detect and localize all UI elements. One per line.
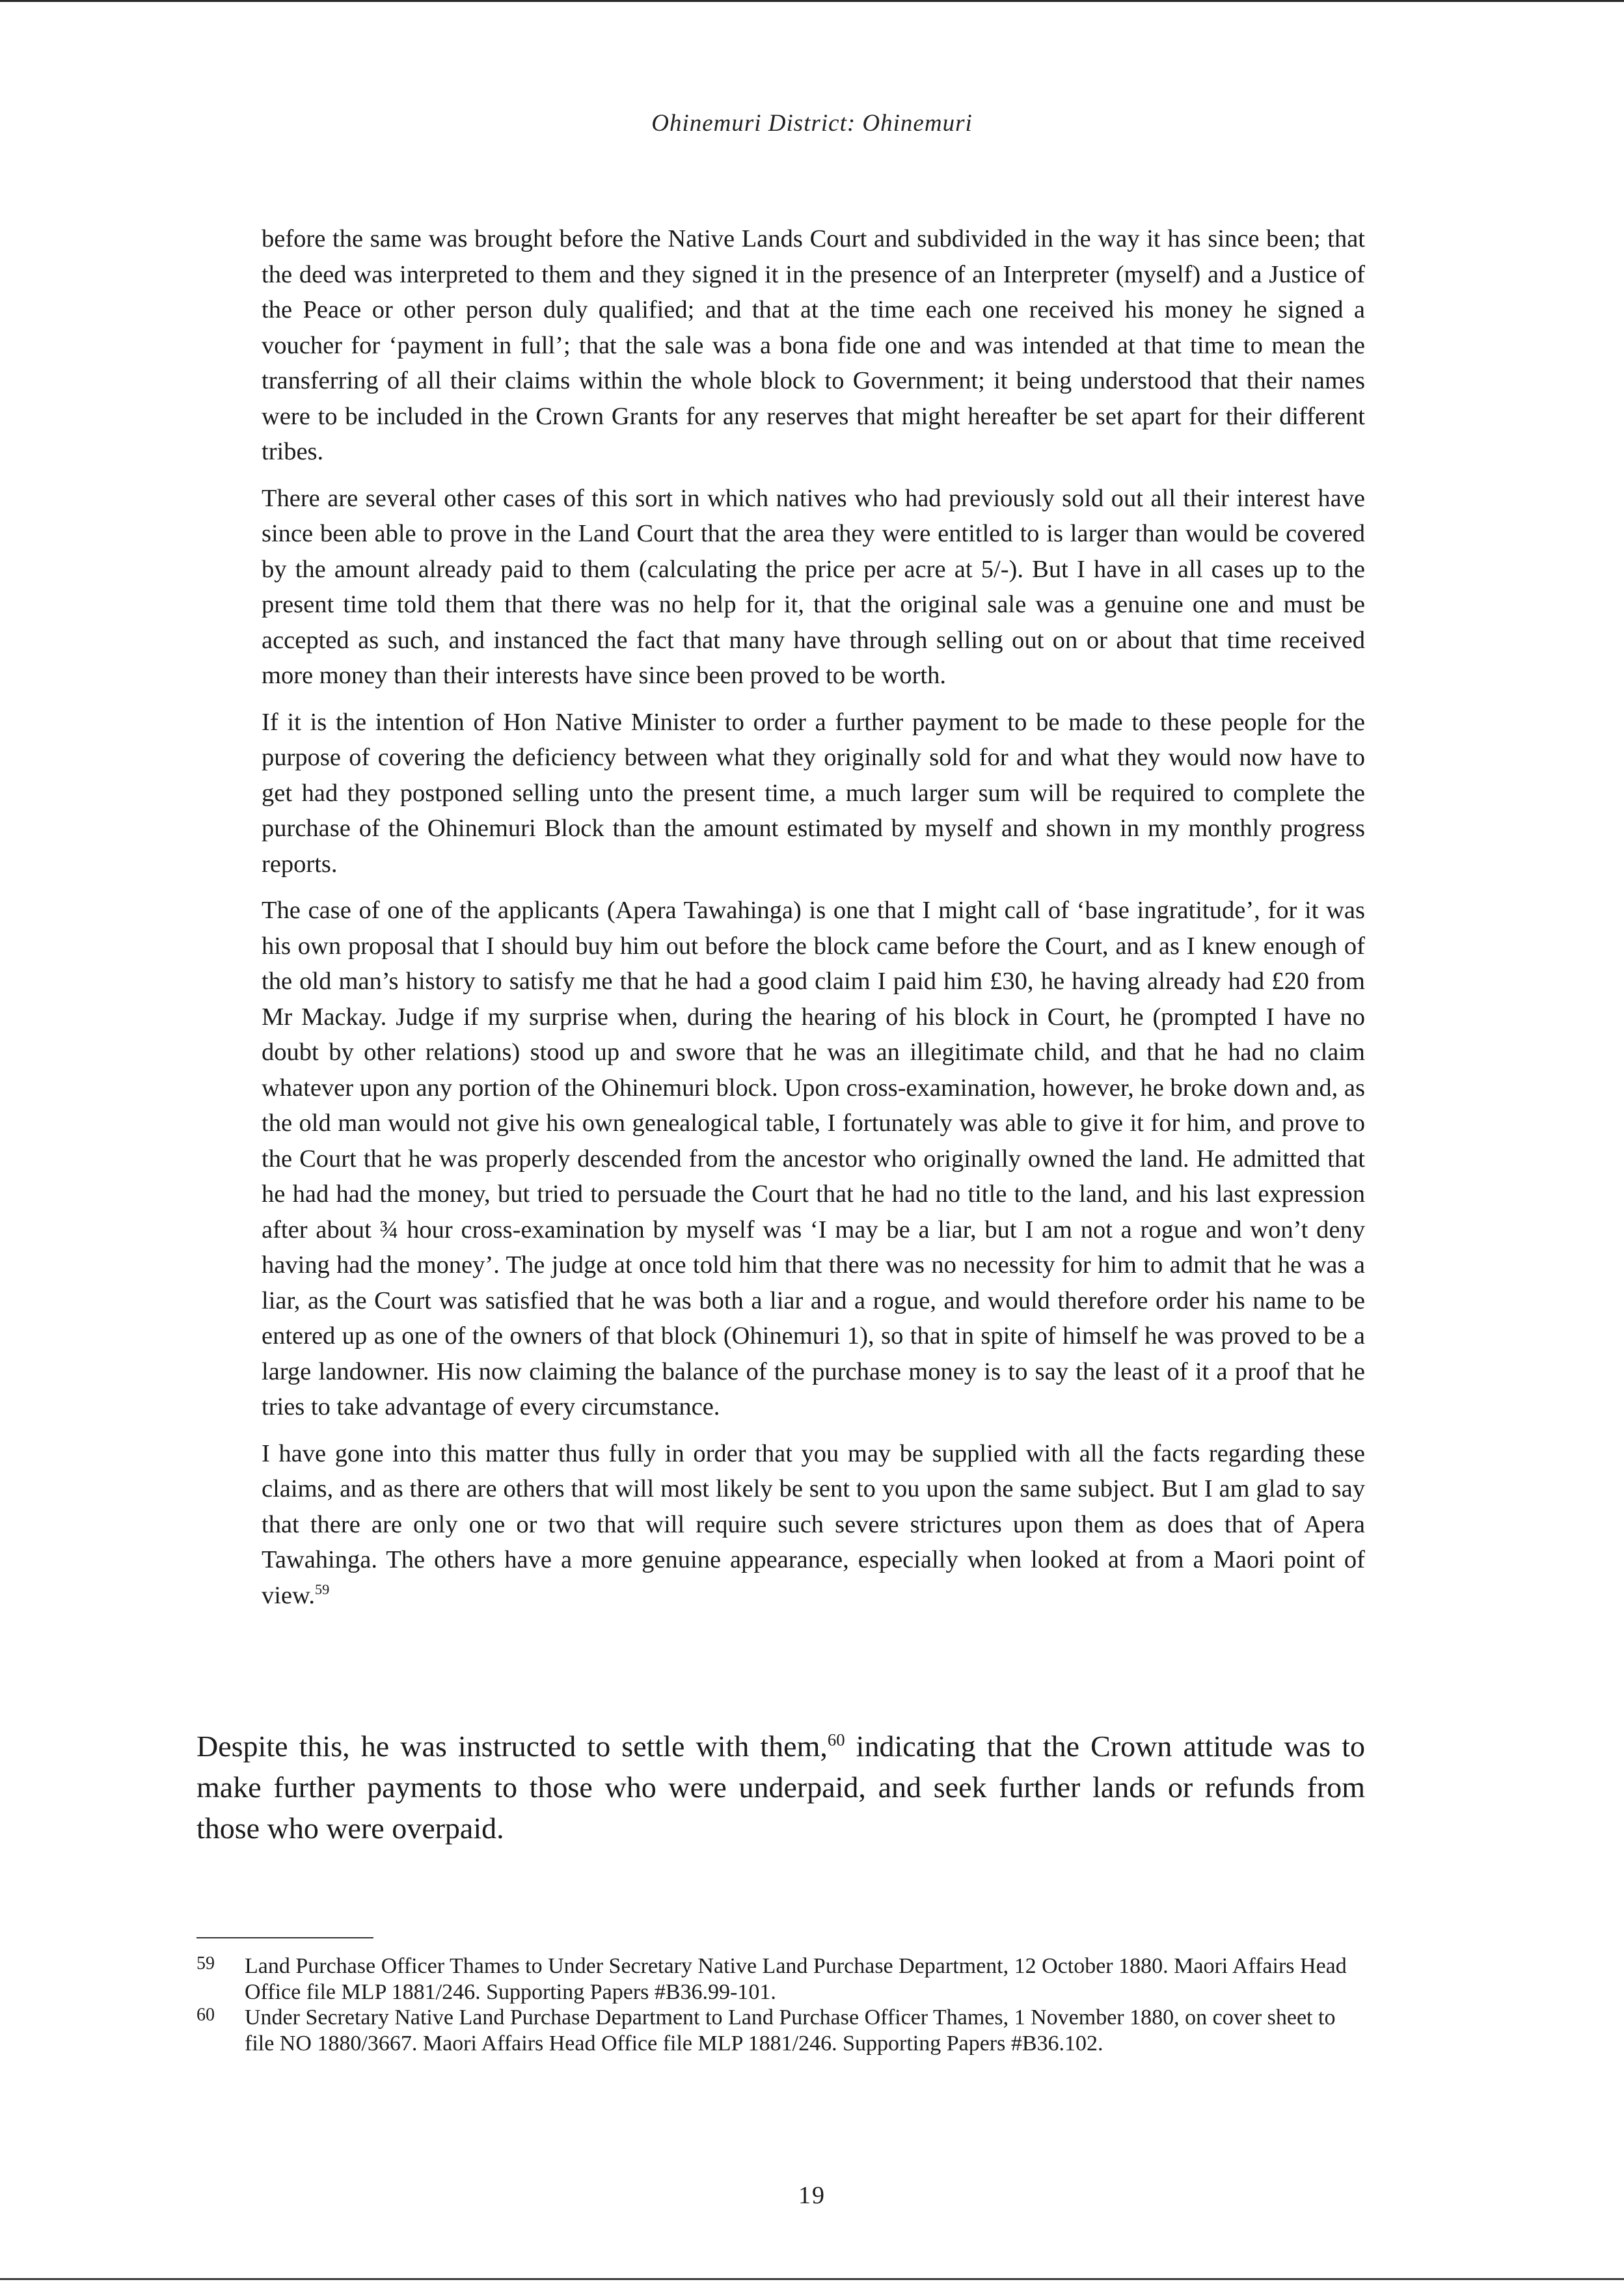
- footnote-59: [196, 1953, 1365, 2005]
- quote-text: I have gone into this matter thus fully in order that you may be supplied with all the facts regarding these claims, and as there are others that will most likely be sent to you upon the same subject. But I am glad to say that there are only one or two that will require such severe strictures upon them as does that of Apera Tawahinga. The others have a more genuine appearance, especially when looked at from a Maori point of view.: [262, 1439, 1365, 1609]
- footnote-ref-60[interactable]: 60: [827, 1730, 845, 1750]
- footnote-number: 60: [196, 2005, 215, 2025]
- quote-paragraph: There are several other cases of this sort in which natives who had previously sold out all their interest have since been able to prove in the Land Court that the area they were entitled to is larger than would be covered by the amount already paid to them (calculating the price per acre at 5/-). But I have in all cases up to the present time told them that there was no help for it, that the original sale was a genuine one and must be accepted as such, and instanced the fact that many have through selling out on or about that time received more money than their interests have since been proved to be worth.: [262, 484, 1365, 689]
- footnote-60: [196, 2005, 1365, 2056]
- page-number: 19: [798, 2182, 826, 2209]
- body-text-start: Despite this, he was instructed to settle with them,: [196, 1730, 828, 1763]
- footnote-number: 59: [196, 1953, 215, 1974]
- block-quote: [262, 221, 1365, 1624]
- quote-paragraph-last: [262, 1436, 1365, 1614]
- top-rule: [0, 0, 1624, 2]
- running-head: Ohinemuri District: Ohinemuri: [651, 110, 973, 137]
- quote-paragraph: If it is the intention of Hon Native Minister to order a further payment to be made to these people for the purpose of covering the deficiency between what they originally sold for and what they would now have to get had they postponed selling unto the present time, a much larger sum will be required to complete the purchase of the Ohinemuri Block than the amount estimated by myself and shown in my monthly progress reports.: [262, 708, 1365, 878]
- footnote-separator: [196, 1937, 373, 1938]
- body-text-end: indicating that the Crown attitude was to make further payments to those who were underpaid, and seek further lands or refunds from those who were overpaid.: [196, 1730, 1365, 1845]
- footnotes: [196, 1953, 1365, 2056]
- bottom-rule: [0, 2278, 1624, 2280]
- body-paragraph: [196, 1726, 1365, 1849]
- footnote-text: Under Secretary Native Land Purchase Department to Land Purchase Officer Thames, 1 November 1880, on cover sheet to file NO 1880/3667. Maori Affairs Head Office file MLP 1881/246. Supporting Papers #B36.102.: [245, 2005, 1336, 2056]
- quote-paragraph: The case of one of the applicants (Apera Tawahinga) is one that I might call of ‘base ingratitude’, for it was his own proposal that I should buy him out before the block came before the Court, and as I knew enough of the old man’s history to satisfy me that he had a good claim I paid him £30, he having already had £20 from Mr Mackay. Judge if my surprise when, during the hearing of his block in Court, he (prompted I have no doubt by other relations) stood up and swore that he was an illegitimate child, and that he had no claim whatever upon any portion of the Ohinemuri block. Upon cross-examination, however, he broke down and, as the old man would not give his own genealogical table, I fortunately was able to give it for him, and prove to the Court that he was properly descended from the ancestor who originally owned the land. He admitted that he had had the money, but tried to persuade the Court that he had no title to the land, and his last expression after about ¾ hour cross-examination by myself was ‘I may be a liar, but I am not a rogue and won’t deny having had the money’. The judge at once told him that there was no necessity for him to admit that he was a liar, as the Court was satisfied that he was both a liar and a rogue, and would therefore order his name to be entered up as one of the owners of that block (Ohinemuri 1), so that in spite of himself he was proved to be a large landowner. His now claiming the balance of the purchase money is to say the least of it a proof that he tries to take advantage of every circumstance.: [262, 897, 1365, 1420]
- footnote-ref-59[interactable]: 59: [314, 1581, 330, 1597]
- footnote-text: Land Purchase Officer Thames to Under Secretary Native Land Purchase Department, 12 October 1880. Maori Affairs Head Office file MLP 1881/246. Supporting Papers #B36.99-101.: [245, 1954, 1347, 2004]
- quote-paragraph: before the same was brought before the Native Lands Court and subdivided in the way it has since been; that the deed was interpreted to them and they signed it in the presence of an Interpreter (myself) and a Justice of the Peace or other person duly qualified; and that at the time each one received his money he signed a voucher for ‘payment in full’; that the sale was a bona fide one and was intended at that time to mean the transferring of all their claims within the whole block to Government; it being understood that their names were to be included in the Crown Grants for any reserves that might hereafter be set apart for their different tribes.: [262, 225, 1365, 465]
